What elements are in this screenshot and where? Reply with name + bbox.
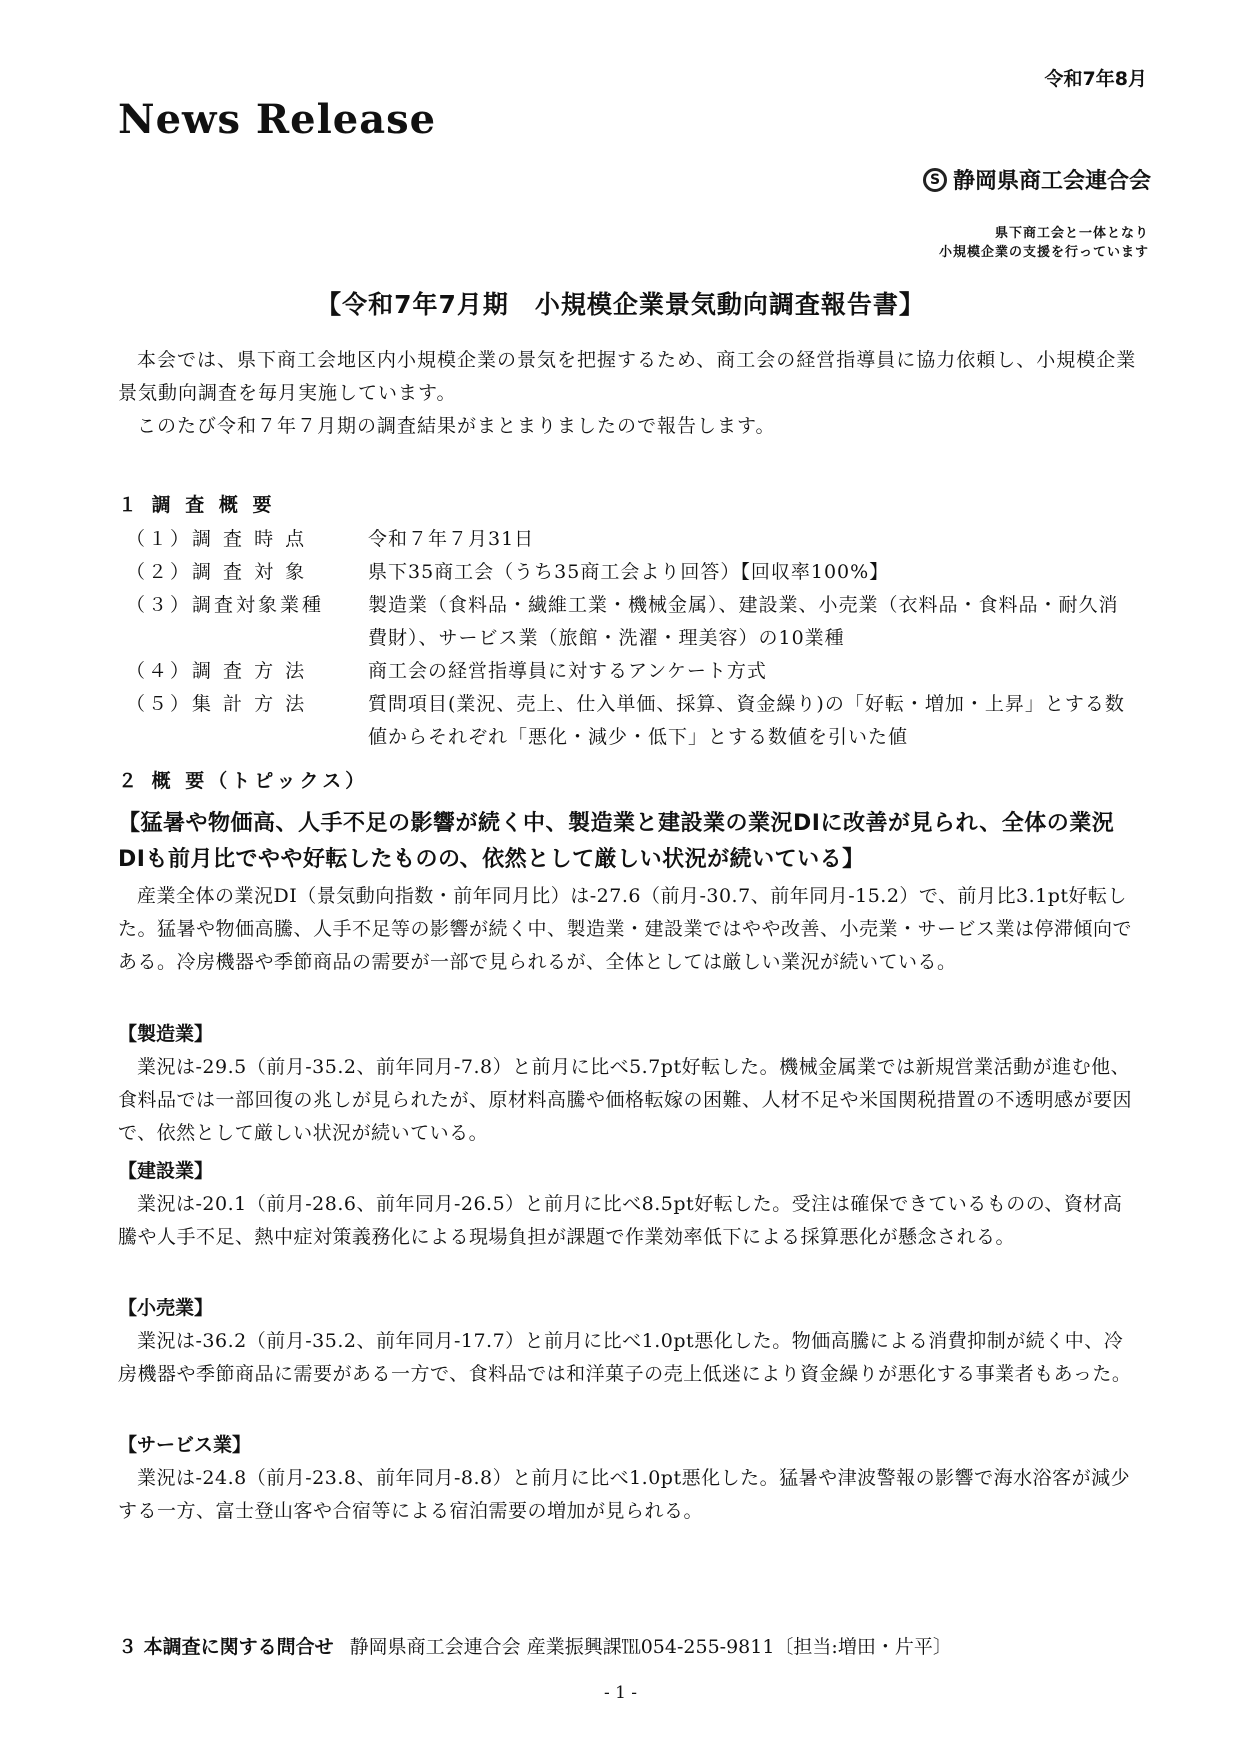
overview-value: 商工会の経営指導員に対するアンケート方式 bbox=[368, 660, 767, 682]
intro-paragraph-1: 本会では、県下商工会地区内小規模企業の景気を把握するため、商工会の経営指導員に協力依頼し、小規模企業景気動向調査を毎月実施しています。 bbox=[118, 349, 1137, 404]
overall-paragraph: 産業全体の業況DI（景気動向指数・前年同月比）は-27.6（前月-30.7、前年同月-15.2）で、前月比3.1pt好転した。猛暑や物価高騰、人手不足等の影響が続く中、製造業・建設業ではやや改善、小売業・サービス業は停滞傾向である。冷房機器や季節商品の需要が一部で見られるが、全体としては厳しい業況が続いている。 bbox=[118, 885, 1133, 973]
intro bbox=[118, 344, 1140, 443]
tagline bbox=[939, 224, 1149, 262]
sector-text-manufacturing: 業況は-29.5（前月-35.2、前年同月-7.8）と前月に比べ5.7pt好転した。機械金属業では新規営業活動が進む他、食料品では一部回復の兆しが見られたが、原材料高騰や価格転嫁の困難、人材不足や米国関税措置の不透明感が要因で、依然として厳しい状況が続いている。 bbox=[118, 1056, 1133, 1144]
intro-paragraph-2: このたび令和７年７月期の調査結果がまとまりましたので報告します。 bbox=[137, 415, 776, 437]
topics-headline: 【猛暑や物価高、人手不足の影響が続く中、製造業と建設業の業況DIに改善が見られ、全体の業況DIも前月比でやや好転したものの、依然として厳しい状況が続いている】 bbox=[118, 811, 1115, 872]
overview-row bbox=[126, 523, 1138, 556]
overview-row bbox=[126, 655, 1138, 688]
section-2-heading: ２ 概 要（トピックス） bbox=[118, 770, 369, 792]
news-release-heading: News Release bbox=[118, 96, 437, 143]
overview-row bbox=[126, 556, 1138, 589]
overview-value: 質問項目(業況、売上、仕入単価、採算、資金繰り)の「好転・増加・上昇」とする数値からそれぞれ「悪化・減少・低下」とする数値を引いた値 bbox=[368, 693, 1125, 748]
organization-name: 静岡県商工会連合会 bbox=[952, 169, 1151, 194]
overview-value: 製造業（食料品・繊維工業・機械金属）、建設業、小売業（衣料品・食料品・耐久消費財）、サービス業（旅館・洗濯・理美容）の10業種 bbox=[368, 594, 1119, 649]
organization bbox=[923, 164, 1151, 195]
organization-logo-icon: S bbox=[923, 168, 947, 192]
tagline-line-2: 小規模企業の支援を行っています bbox=[938, 245, 1149, 260]
sector-heading-service: 【サービス業】 bbox=[118, 1434, 252, 1456]
section-3-heading: ３ 本調査に関する問合せ bbox=[118, 1636, 334, 1658]
overview-label: （２）調 査 対 象 bbox=[126, 561, 308, 583]
contact-info: 静岡県商工会連合会 産業振興課℡054-255-9811〔担当:増田・片平〕 bbox=[349, 1636, 952, 1658]
tagline-line-1: 県下商工会と一体となり bbox=[994, 226, 1149, 241]
sector-heading-construction: 【建設業】 bbox=[118, 1160, 214, 1182]
page-number: - 1 - bbox=[603, 1683, 638, 1703]
overview-value: 令和７年７月31日 bbox=[368, 528, 535, 550]
contact-line bbox=[118, 1632, 952, 1659]
report-title: 【令和7年7月期 小規模企業景気動向調査報告書】 bbox=[316, 290, 925, 319]
release-date: 令和7年8月 bbox=[1044, 68, 1147, 90]
overview-label: （４）調 査 方 法 bbox=[126, 660, 308, 682]
overview-value: 県下35商工会（うち35商工会より回答）【回収率100%】 bbox=[368, 561, 890, 583]
sector-text-construction: 業況は-20.1（前月-28.6、前年同月-26.5）と前月に比べ8.5pt好転した。受注は確保できているものの、資材高騰や人手不足、熱中症対策義務化による現場負担が課題で作業効率低下による採算悪化が懸念される。 bbox=[118, 1193, 1123, 1248]
section-1-heading: １ 調 査 概 要 bbox=[118, 494, 276, 516]
overview-label: （３）調査対象業種 bbox=[126, 594, 325, 616]
overview-label: （１）調 査 時 点 bbox=[126, 528, 308, 550]
overview-label: （５）集 計 方 法 bbox=[126, 693, 308, 715]
overview-row bbox=[126, 589, 1138, 655]
sector-text-service: 業況は-24.8（前月-23.8、前年同月-8.8）と前月に比べ1.0pt悪化した。猛暑や津波警報の影響で海水浴客が減少する一方、富士登山客や合宿等による宿泊需要の増加が見られる。 bbox=[118, 1467, 1131, 1522]
sector-text-retail: 業況は-36.2（前月-35.2、前年同月-17.7）と前月に比べ1.0pt悪化した。物価高騰による消費抑制が続く中、冷房機器や季節商品に需要がある一方で、食料品では和洋菓子の売上低迷により資金繰りが悪化する事業者もあった。 bbox=[118, 1330, 1132, 1385]
sector-heading-retail: 【小売業】 bbox=[118, 1297, 214, 1319]
sector-heading-manufacturing: 【製造業】 bbox=[118, 1023, 214, 1045]
overview-row bbox=[126, 688, 1138, 754]
survey-overview-table bbox=[126, 523, 1138, 754]
